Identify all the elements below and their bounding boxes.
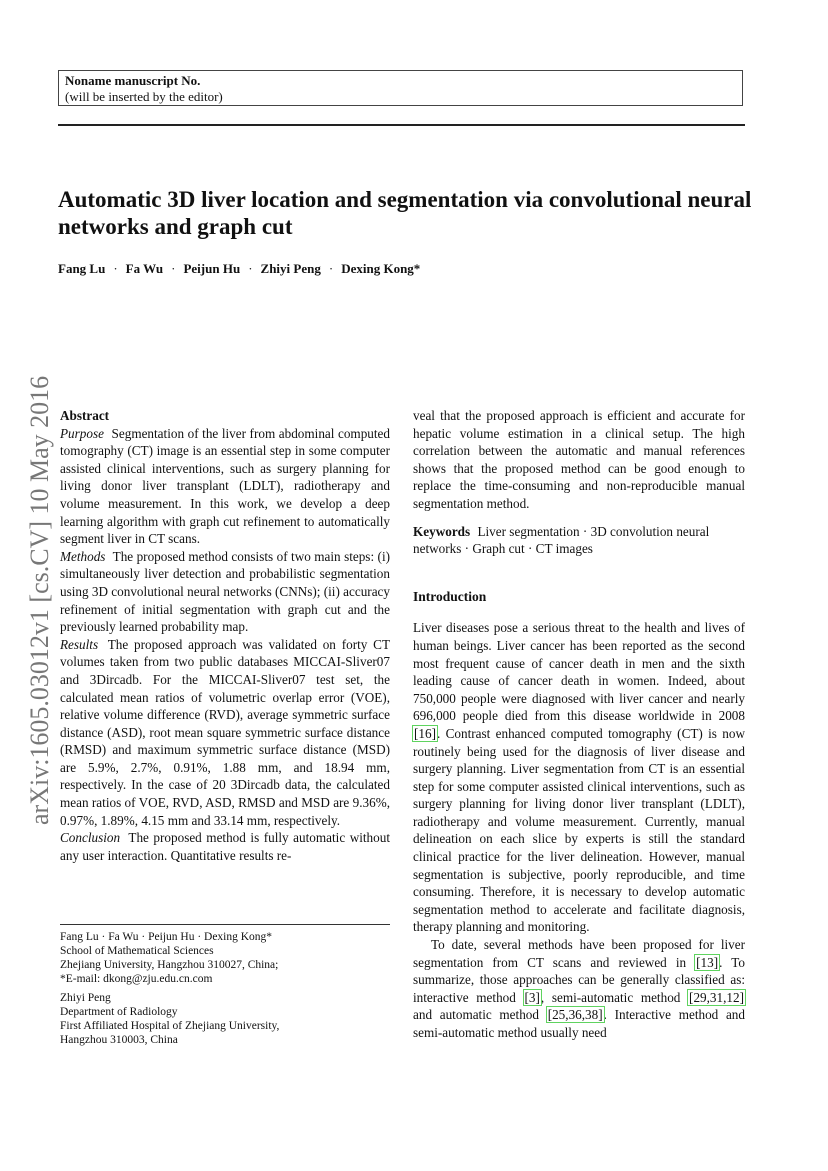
author-list xyxy=(58,261,758,277)
paper-title: Automatic 3D liver location and segmentation via convolutional neural networks and graph cut xyxy=(58,187,752,239)
affiliation-line: Department of Radiology xyxy=(60,1006,178,1018)
header-rule xyxy=(58,124,745,126)
methods-text: The proposed method consists of two main steps: (i) simultaneously liver detection and probabilistic segmentation using 3D convolutional neural networks (CNNs); (ii) accuracy refinement of initial segmentation with graph cut and the previously learned probability map. xyxy=(60,548,390,635)
intro-text: Liver diseases pose a serious threat to the health and lives of human beings. Liver cancer has been reported as the second most frequent cause of cancer death in men and the sixth leading cause of cancer death in women. Indeed, about 750,000 people were diagnosed with liver cancer and nearly 696,000 people died from this disease worldwide in 2008 xyxy=(413,620,745,724)
abstract-heading: Abstract xyxy=(60,408,110,423)
intro-paragraph-1 xyxy=(413,619,745,936)
results-label: Results xyxy=(60,636,99,652)
citation-link[interactable]: [3] xyxy=(524,989,540,1005)
citation-link[interactable]: [29,31,12] xyxy=(689,989,744,1005)
left-column xyxy=(60,407,390,864)
introduction-heading: Introduction xyxy=(413,588,487,604)
author-separator: · xyxy=(113,261,118,276)
intro-text: To date, several methods have been proposed for liver segmentation from CT scans and reviewed in xyxy=(413,937,745,970)
purpose-label: Purpose xyxy=(60,425,104,441)
intro-text: and automatic method xyxy=(413,1007,547,1023)
author-name: Zhiyi Peng xyxy=(260,261,321,276)
author-separator: · xyxy=(328,261,334,276)
citation-link[interactable]: [13] xyxy=(696,954,719,970)
affiliation-line: School of Mathematical Sciences xyxy=(60,945,214,957)
affiliation-line: Hangzhou 310003, China xyxy=(60,1034,178,1046)
editor-note: (will be inserted by the editor) xyxy=(65,89,223,104)
conclusion-text: The proposed method is fully automatic without any user interaction. Quantitative results re- xyxy=(60,830,391,863)
purpose-text: Segmentation of the liver from abdominal computed tomography (CT) image is an essential step in some computer assisted clinical interventions, such as surgery planning for living donor liver transplant (LDLT), radiotherapy and volume measurement. In this work, we develop a deep learning algorithm with graph cut refinement to automatically segment liver in CT scans. xyxy=(60,425,390,547)
conclusion-label: Conclusion xyxy=(60,830,121,846)
footnote-rule xyxy=(60,924,390,925)
arxiv-stamp: arXiv:1605.03012v1 [cs.CV] 10 May 2016 xyxy=(25,375,54,825)
author-name: Fang Lu xyxy=(58,261,106,276)
manuscript-header-box xyxy=(58,70,743,106)
intro-paragraph-2 xyxy=(413,936,745,1042)
abstract-methods xyxy=(60,548,390,636)
results-text: The proposed approach was validated on forty CT volumes taken from two public databases MICCAI-Sliver07 and 3Dircadb. For the MICCAI-Sliver07 test set, the calculated mean ratios of volumetric overlap error (VOE), relative volume difference (RVD), average symmetric surface distance (ASD), root mean square symmetric surface distance (RMSD) and maximum symmetric surface distance (MSD) are 5.9%, 2.7%, 0.91%, 1.88 mm, and 18.94 mm, respectively. In the case of 20 3Dircadb data, the calculated mean ratios of VOE, RVD, ASD, RMSD and MSD are 9.36%, 0.97%, 1.89%, 4.15 mm and 33.14 mm, respectively. xyxy=(60,636,390,828)
keywords-text: Liver segmentation · 3D convolution neural networks · Graph cut · CT images xyxy=(413,523,710,557)
abstract-purpose xyxy=(60,425,390,548)
affiliation-authors: Fang Lu · Fa Wu · Peijun Hu · Dexing Kong* xyxy=(60,931,273,943)
abstract-conclusion-continued: veal that the proposed approach is efficient and accurate for hepatic volume estimation in a clinical setup. The high correlation between the automatic and manual references shows that the proposed method can be good enough to replace the time-consuming and non-reproducible manual segmentation method. xyxy=(413,408,745,511)
author-name: Dexing Kong* xyxy=(341,261,421,276)
affiliation-1 xyxy=(60,930,390,986)
affiliation-authors: Zhiyi Peng xyxy=(60,992,111,1004)
author-name: Fa Wu xyxy=(125,261,164,276)
methods-label: Methods xyxy=(60,548,106,564)
intro-text: . Contrast enhanced computed tomography (CT) is now routinely being used for the diagnosis of liver disease and surgery planning. Liver segmentation from CT is an essential step for some computer assisted clinical interventions, such as surgery planning for living donor liver transplant (LDLT), radiotherapy and volume measurement. Currently, manual delineation on each slice by experts is still the standard clinical practice for the liver delineation. However, manual segmentation is subjective, poorly reproducible, and time consuming. Therefore, it is necessary to develop automatic segmentation method to accelerate and facilitate diagnosis, therapy planning and monitoring. xyxy=(413,725,745,935)
citation-link[interactable]: [25,36,38] xyxy=(547,1007,603,1023)
manuscript-number: Noname manuscript No. xyxy=(65,73,201,88)
intro-text: . To summarize, those approaches can be generally classified as: interactive method xyxy=(413,954,745,1005)
affiliation-2 xyxy=(60,991,390,1047)
author-separator: · xyxy=(248,261,253,276)
abstract-conclusion xyxy=(60,829,390,864)
abstract-results xyxy=(60,636,390,830)
author-name: Peijun Hu xyxy=(183,261,241,276)
affiliation-line: First Affiliated Hospital of Zhejiang University, xyxy=(60,1020,280,1032)
intro-text: , semi-automatic method xyxy=(540,989,689,1005)
keywords xyxy=(413,523,745,558)
author-separator: · xyxy=(171,261,176,276)
affiliation-line: Zhejiang University, Hangzhou 310027, China; xyxy=(60,959,279,971)
intro-text: . Interactive method and semi-automatic method usually need xyxy=(413,1007,745,1040)
citation-link[interactable]: [16] xyxy=(414,725,436,741)
affiliation-email: *E-mail: dkong@zju.edu.cn.com xyxy=(60,973,213,985)
keywords-label: Keywords xyxy=(413,523,471,539)
right-column xyxy=(413,407,745,1042)
